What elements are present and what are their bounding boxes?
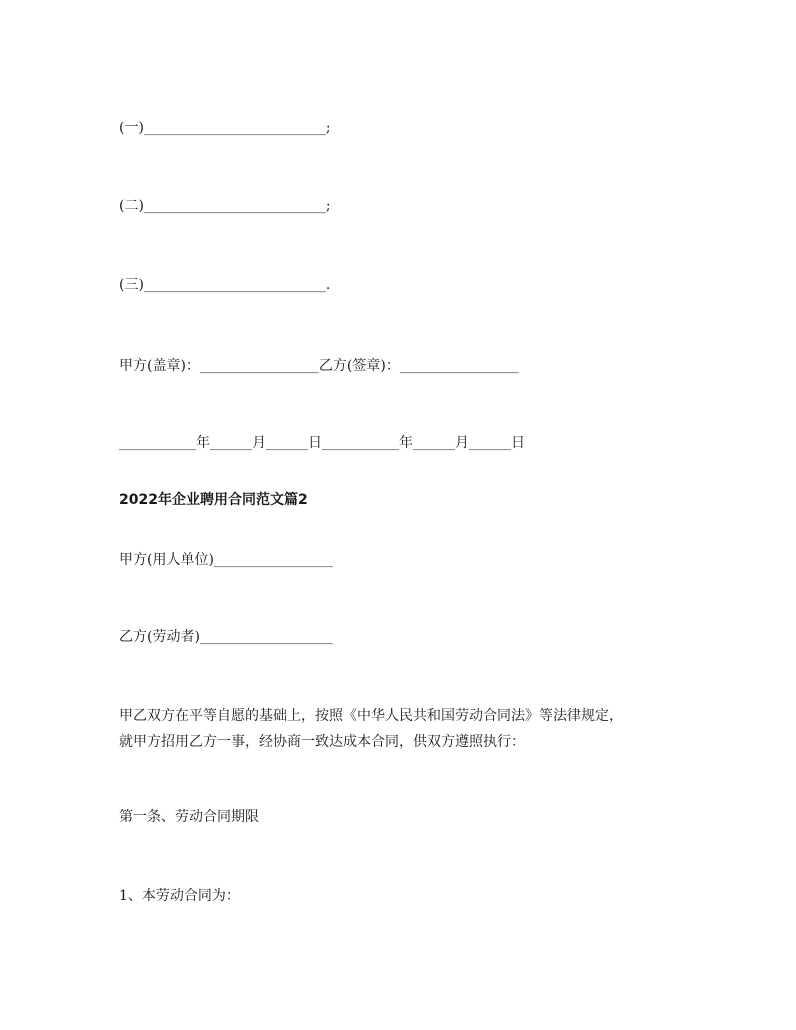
clause-item-3: (三)__________________________.: [119, 277, 331, 293]
article-1-title: 第一条、劳动合同期限: [119, 809, 259, 825]
signature-line: 甲方(盖章)：_________________乙方(签章)：_________________: [119, 358, 519, 374]
intro-paragraph-line-2: 就甲方招用乙方一事，经协商一致达成本合同，供双方遵照执行：: [119, 734, 525, 750]
party-b-line: 乙方(劳动者)___________________: [119, 629, 333, 645]
clause-item-1: (一)__________________________;: [119, 120, 331, 136]
intro-paragraph-line-1: 甲乙双方在平等自愿的基础上，按照《中华人民共和国劳动合同法》等法律规定，: [119, 708, 623, 724]
party-a-line: 甲方(用人单位)_________________: [119, 552, 333, 568]
date-line: ___________年______月______日___________年______月______日: [119, 435, 525, 451]
clause-1-1: 1、本劳动合同为：: [119, 888, 240, 904]
clause-item-2: (二)__________________________;: [119, 198, 331, 214]
section-title: 2022年企业聘用合同范文篇2: [119, 492, 308, 508]
